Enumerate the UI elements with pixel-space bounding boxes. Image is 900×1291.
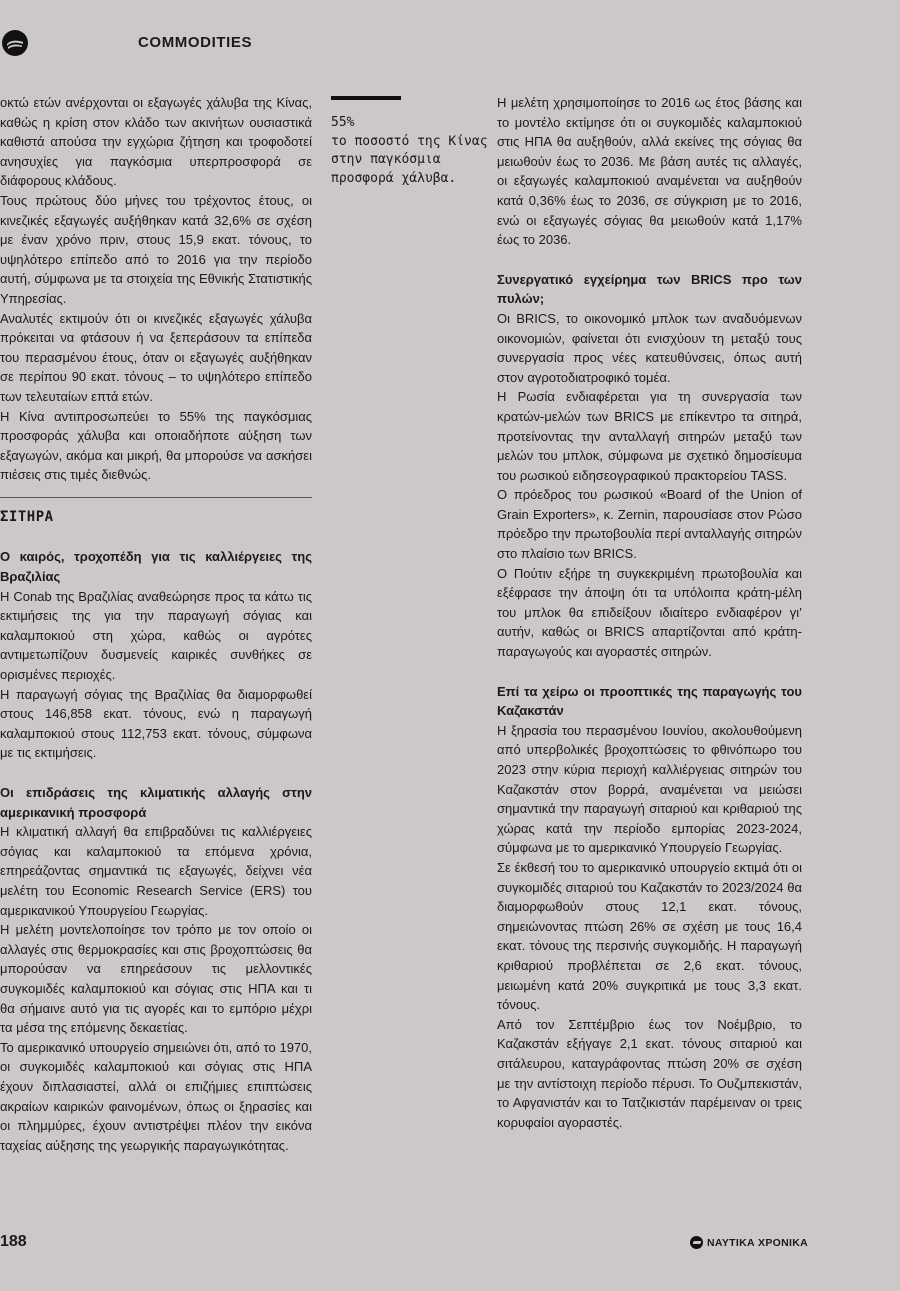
body-paragraph: Η ξηρασία του περασμένου Ιουνίου, ακολουθούμενη από υπερβολικές βροχοπτώσεις το φθινόπωρο του 2023 στην κύρια περιοχή καλλιέργειας σιτηρών του Καζακστάν στον βορρά, αναμένεται να μειώσει σημαντικά την παραγωγή σιταριού και κριθαριού της χώρας κατά την περίοδο εμπορίας 2023-2024, σύμφωνα με το αμερικανικό Υπουργείο Γεωργίας.	[497, 722, 802, 856]
section-label: ΣΙΤΗΡΑ	[0, 508, 54, 525]
left-column	[0, 93, 312, 1155]
body-paragraph: Η Κίνα αντιπροσωπεύει το 55% της παγκόσμιας προσφοράς χάλυβα και οποιαδήποτε αύξηση των εξαγωγών, ακόμα και μικρή, θα μπορούσε να ασκήσει πιέσεις στις τιμές διεθνώς.	[0, 408, 312, 483]
body-paragraph: Από τον Σεπτέμβριο έως τον Νοέμβριο, το Καζακστάν εξήγαγε 2,1 εκατ. τόνους σιταριού και σιτάλευρου, καταγράφοντας πτώση 20% σε σχέση με την αντίστοιχη περίοδο πέρυσι. Το Ουζμπεκιστάν, το Αφγανιστάν και το Τατζικιστάν παρέμειναν οι τρεις κορυφαίοι αγοραστές.	[497, 1016, 802, 1130]
pull-quote-text: το ποσοστό της Κίνας στην παγκόσμια προσφορά χάλυβα.	[331, 133, 488, 186]
body-paragraph: οκτώ ετών ανέρχονται οι εξαγωγές χάλυβα της Κίνας, καθώς η κρίση στον κλάδο των ακινήτων ουσιαστικά καθιστά απούσα την εγχώρια ζήτηση και τροφοδοτεί ανησυχίες για παγκόσμια υπερπροσφορά σε διάφορους κλάδους.	[0, 95, 312, 189]
body-paragraph: Σε έκθεσή του το αμερικανικό υπουργείο εκτιμά ότι οι συγκομιδές σιταριού του Καζακστάν το 2023/2024 θα διαμορφωθούν στους 12,1 εκατ. τόνους, σημειώνοντας πτώση 26% σε σχέση με τους 16,4 εκατ. τόνους της περσινής συγκομιδής. Η παραγωγή κριθαριού προβλέπεται σε 2,6 εκατ. τόνους, μειωμένη κατά 20% συγκριτικά με τους 3,3 εκατ. τόνους.	[497, 859, 802, 1013]
body-paragraph: Το αμερικανικό υπουργείο σημειώνει ότι, από το 1970, οι συγκομιδές καλαμποκιού και σόγιας στις ΗΠΑ έχουν διπλασιαστεί, αλλά οι επιζήμιες επιπτώσεις ακραίων καιρικών φαινομένων, όπως οι ξηρασίες και οι πλημμύρες, έχουν αντιστρέψει πλέον την εικόνα ταχείας αύξησης της γεωργικής παραγωγικότητας.	[0, 1039, 312, 1153]
page-number: 188	[0, 1233, 27, 1250]
right-column	[497, 93, 802, 1132]
pull-quote	[331, 96, 491, 188]
section-title: COMMODITIES	[138, 34, 253, 51]
body-paragraph: Η κλιματική αλλαγή θα επιβραδύνει τις καλλιέργειες σόγιας και καλαμποκιού τα επόμενα χρόνια, επηρεάζοντας σημαντικά τις εξαγωγές, δείχνει νέα μελέτη του Economic Research Service (ERS) του αμερικανικού Υπουργείου Γεωργίας.	[0, 824, 312, 918]
body-paragraph: Η παραγωγή σόγιας της Βραζιλίας θα διαμορφωθεί στους 146,858 εκατ. τόνους, ενώ η παραγωγή καλαμποκιού στους 112,753 εκατ. τόνους, σύμφωνα με τις εκτιμήσεις.	[0, 686, 312, 761]
body-paragraph: Η μελέτη χρησιμοποίησε το 2016 ως έτος βάσης και το μοντέλο εκτίμησε ότι οι συγκομιδές καλαμποκιού στις ΗΠΑ θα αυξηθούν, αλλά εκείνες της σόγιας θα μειωθούν έως το 2036. Με βάση αυτές τις αλλαγές, οι εξαγωγές καλαμποκιού αναμένεται να αυξηθούν κατά 0,36% έως το 2036, σε σύγκριση με το 2016, ενώ οι εξαγωγές σόγιας θα μειωθούν κατά 1,17% έως το 2036.	[497, 95, 802, 248]
section-divider	[0, 497, 312, 498]
article-heading: Συνεργατικό εγχείρημα των BRICS προ των πυλών;	[497, 271, 802, 307]
body-paragraph: Ο Πούτιν εξήρε τη συγκεκριμένη πρωτοβουλία και εξέφρασε την άποψη ότι τα υπόλοιπα κράτη-μέλη του μπλοκ θα επιδείξουν ιδιαίτερο ενδιαφέρον γι’ αυτήν, καθώς οι BRICS απαρτίζονται από κράτη-παραγωγούς και αγοραστές σιτηρών.	[497, 565, 802, 660]
pull-quote-bar	[331, 96, 401, 100]
article-heading: Ο καιρός, τροχοπέδη για τις καλλιέργειες της Βραζιλίας	[0, 549, 312, 585]
body-paragraph: Ο πρόεδρος του ρωσικού «Board of the Union of Grain Exporters», κ. Zernin, παρουσίασε στον Ρώσο πρόεδρο την πρωτοβουλία περί ανταλλαγής σιτηρών στο πλαίσιο των BRICS.	[497, 487, 802, 562]
body-paragraph: Η Conab της Βραζιλίας αναθεώρησε προς τα κάτω τις εκτιμήσεις της για την παραγωγή σόγιας και καλαμποκιού στη χώρα, καθώς οι αγρότες αντιμετωπίζουν δυσμενείς καιρικές συνθήκες σε ορισμένες περιοχές.	[0, 588, 312, 683]
publication-brand	[690, 1236, 808, 1249]
publication-name: ΝΑΥΤΙΚΑ ΧΡΟΝΙΚΑ	[707, 1236, 808, 1249]
article-heading: Επί τα χείρω οι προοπτικές της παραγωγής του Καζακστάν	[497, 683, 802, 719]
body-paragraph: Αναλυτές εκτιμούν ότι οι κινεζικές εξαγωγές χάλυβα πρόκειται να φτάσουν ή να ξεπεράσουν τα επίπεδα του περασμένου έτους, όταν οι εξαγωγές αυξήθηκαν σε περίπου 90 εκατ. τόνους – το υψηλότερο επίπεδο των τελευταίων επτά ετών.	[0, 310, 312, 404]
wave-logo-icon	[2, 30, 28, 56]
pull-quote-percent: 55%	[331, 115, 355, 130]
body-paragraph: Τους πρώτους δύο μήνες του τρέχοντος έτους, οι κινεζικές εξαγωγές αυξήθηκαν κατά 32,6% σε σχέση με έναν χρόνο πριν, στους 15,9 εκατ. τόνους, το υψηλότερο επίπεδο από το 2016 για την περίοδο αυτή, σύμφωνα με τα στοιχεία της Εθνικής Στατιστικής Υπηρεσίας.	[0, 192, 312, 306]
publication-logo-icon	[690, 1236, 703, 1249]
body-paragraph: Οι BRICS, το οικονομικό μπλοκ των αναδυόμενων οικονομιών, φαίνεται ότι ενισχύουν τη μεταξύ τους συνεργασία προς νέες κατευθύνσεις, όπως αυτή στον αγροτοδιατροφικό τομέα.	[497, 310, 802, 385]
body-paragraph: Η Ρωσία ενδιαφέρεται για τη συνεργασία των κρατών-μελών των BRICS με επίκεντρο τα σιτηρά, προτείνοντας την ανταλλαγή σιτηρών μεταξύ των μελών του μπλοκ, σύμφωνα με σχετικό δημοσίευμα του ρωσικού ειδησεογραφικού πρακτορείου TASS.	[497, 389, 802, 483]
body-paragraph: Η μελέτη μοντελοποίησε τον τρόπο με τον οποίο οι αλλαγές στις θερμοκρασίες και στις βροχοπτώσεις θα μπορούσαν να επηρεάσουν τις μελλοντικές συγκομιδές καλαμποκιού και σόγιας στις ΗΠΑ και τι θα σήμαινε αυτό για τις αγορές και το εμπόριο μέχρι τα μέσα της επόμενης δεκαετίας.	[0, 922, 312, 1036]
article-heading: Οι επιδράσεις της κλιματικής αλλαγής στην αμερικανική προσφορά	[0, 785, 312, 820]
